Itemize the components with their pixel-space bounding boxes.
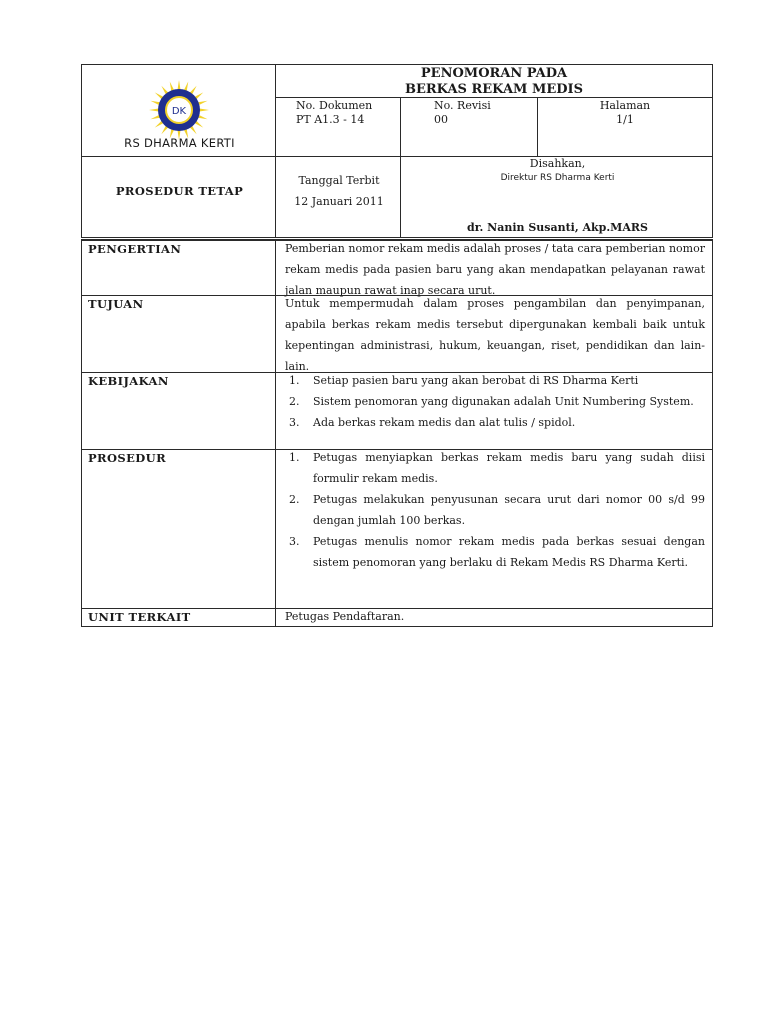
kebijakan-label-cell [81,372,276,450]
disahkan-cell [400,156,713,238]
prosedur-label-cell [81,449,276,609]
list-item: 2. Sistem penomoran yang digunakan adalah Unit Numbering System. [289,395,694,408]
tanggal-cell [275,156,401,238]
tujuan-label-cell [81,295,276,373]
pengertian-content-cell [275,240,713,296]
signer-name: dr. Nanin Susanti, Akp.MARS [467,221,648,234]
pengertian-text: Pemberian nomor rekam medis adalah proses / tata cara pemberian nomor rekam medis pada pasien baru yang akan mendapatkan pelayanan rawat jalan maupun rawat inap secara urut. [285,242,705,297]
list-item: 3. Petugas menulis nomor rekam medis pada berkas sesuai dengan sistem penomoran yang berlaku di Rekam Medis RS Dharma Kerti. [289,535,705,569]
tujuan-content-cell [275,295,713,373]
halaman-cell [537,97,713,157]
document-title-line2: BERKAS REKAM MEDIS [404,82,583,97]
logo-cell [81,64,276,157]
unit-terkait-label-cell [81,608,276,627]
pengertian-label: PENGERTIAN [88,242,182,256]
list-item: 3. Ada berkas rekam medis dan alat tulis / spidol. [289,416,576,429]
prosedur-tetap-label: PROSEDUR TETAP [115,184,244,198]
revisi-value: 00 [434,113,448,126]
dokumen-cell [275,97,401,157]
tujuan-text: Untuk mempermudah dalam proses pengambilan dan penyimpanan, apabila berkas rekam medis tersebut dipergunakan kembali baik untuk kepentingan administrasi, hukum, keuangan, riset, pendidikan dan lain-lain. [285,297,705,373]
kebijakan-label: KEBIJAKAN [88,374,169,388]
dokumen-value: PT A1.3 - 14 [296,113,365,126]
halaman-label: Halaman [599,99,651,112]
prosedur-content-cell [275,449,713,609]
dokumen-label: No. Dokumen [296,99,373,112]
tanggal-value: 12 Januari 2011 [294,195,384,208]
pengertian-label-cell [81,240,276,296]
kebijakan-list [276,370,712,433]
tujuan-label: TUJUAN [88,297,144,311]
title-cell [275,64,713,98]
list-item: 1. Petugas menyiapkan berkas rekam medis baru yang sudah diisi formulir rekam medis. [289,451,705,485]
prosedur-label: PROSEDUR [88,451,167,465]
logo-initials: DK [171,106,187,117]
prosedur-tetap-cell [81,156,276,238]
tanggal-label: Tanggal Terbit [298,174,380,187]
document-title-line1: PENOMORAN PADA [420,66,568,81]
unit-terkait-label: UNIT TERKAIT [88,610,191,624]
unit-terkait-text: Petugas Pendaftaran. [285,610,405,623]
disahkan-label: Disahkan, [529,157,586,170]
halaman-value: 1/1 [616,113,634,126]
revisi-cell [400,97,538,157]
direktur-title: Direktur RS Dharma Kerti [500,173,615,183]
unit-terkait-content-cell [275,608,713,627]
hospital-logo-icon [148,79,210,141]
kebijakan-content-cell [275,372,713,450]
prosedur-list [276,447,712,573]
hospital-name: RS DHARMA KERTI [124,136,235,150]
revisi-label: No. Revisi [434,99,491,112]
list-item: 2. Petugas melakukan penyusunan secara urut dari nomor 00 s/d 99 dengan jumlah 100 berkas. [289,493,705,527]
list-item: 1. Setiap pasien baru yang akan berobat di RS Dharma Kerti [289,374,639,387]
